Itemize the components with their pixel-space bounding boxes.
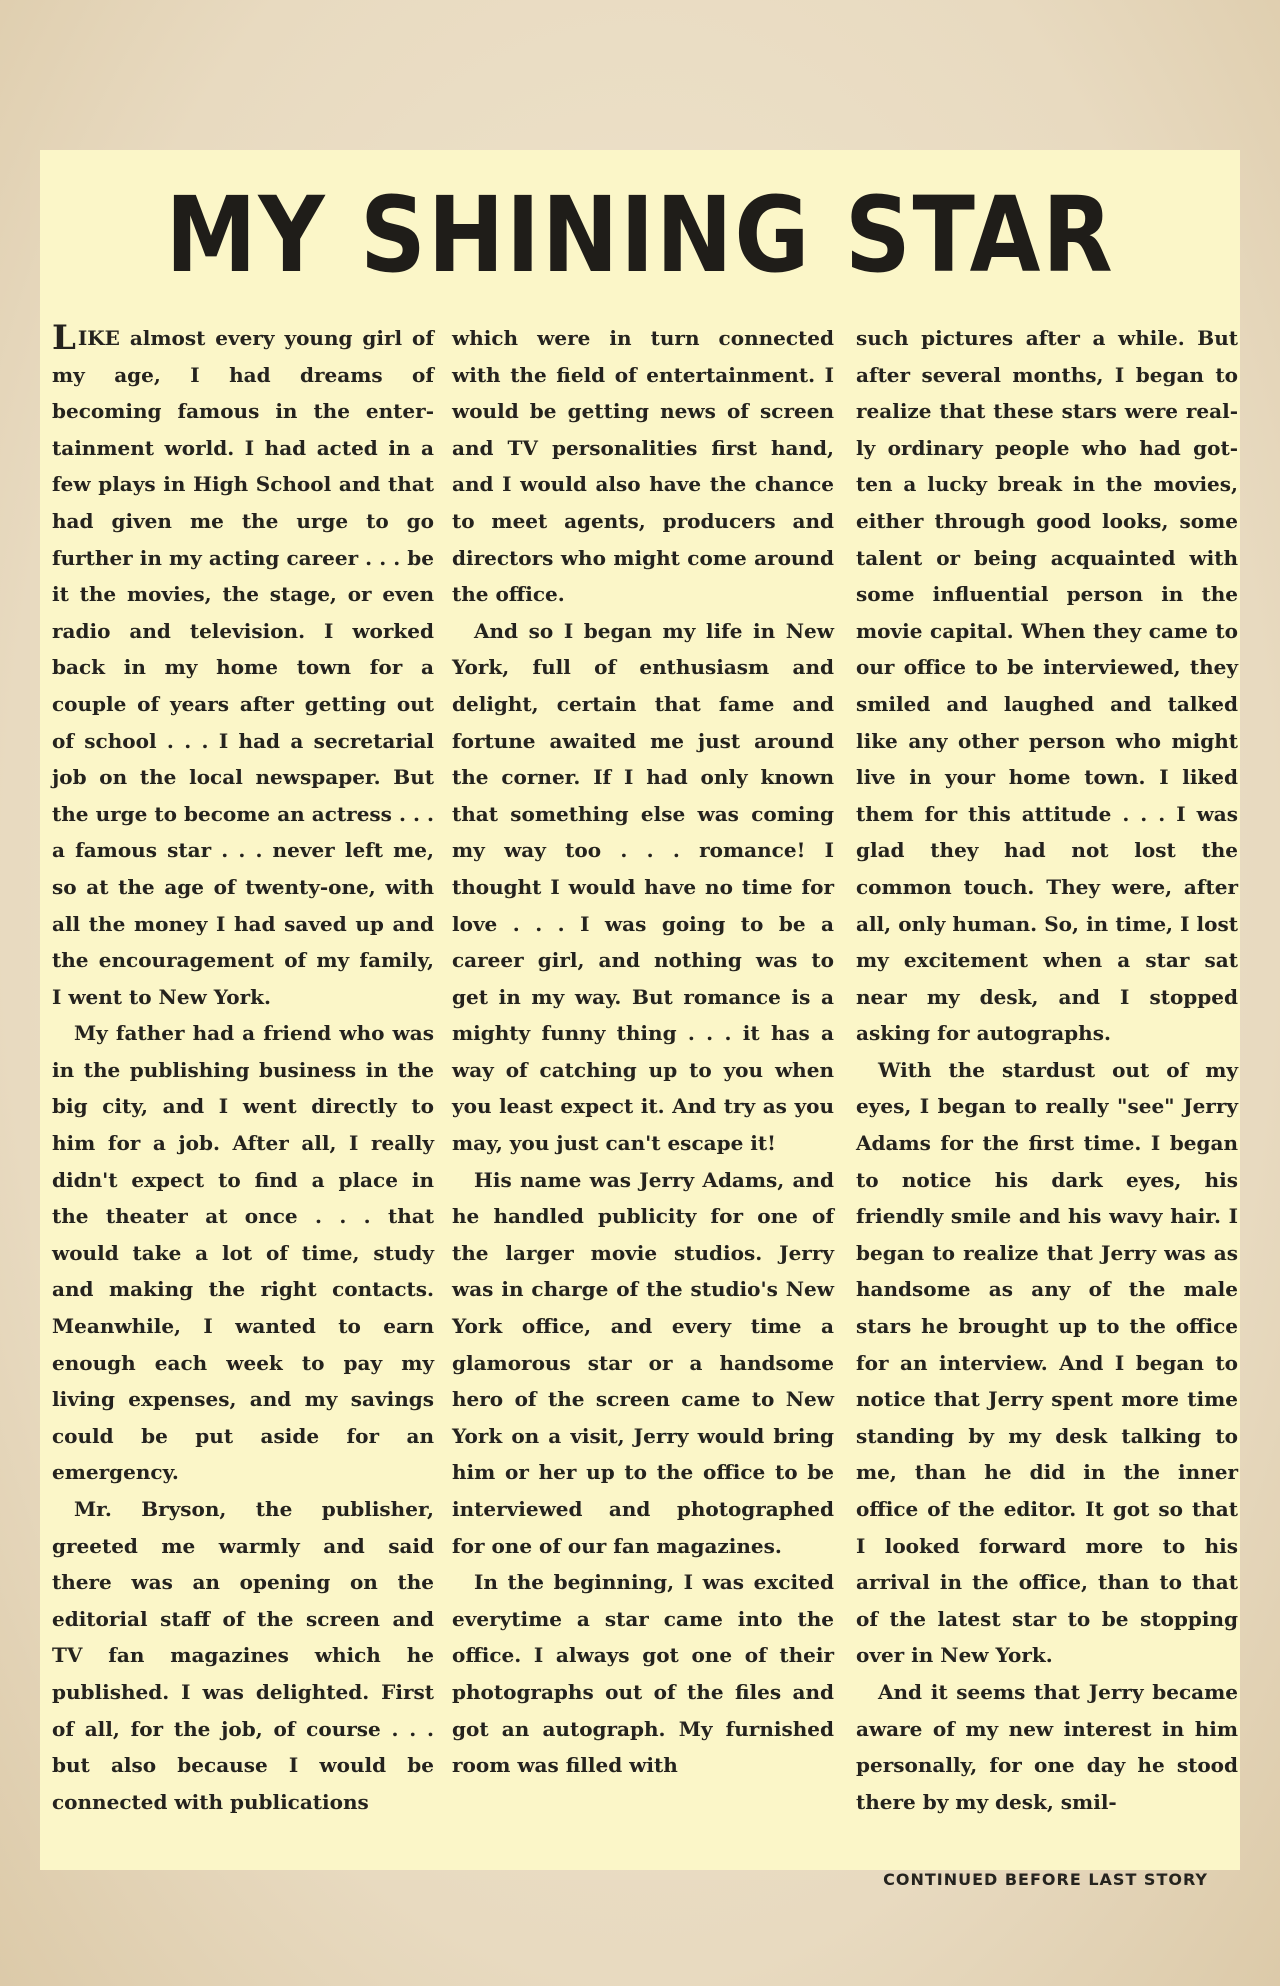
paragraph: such pictures after a while. But after several months, I began to realize that these stars were really ordinary people who had gotten a lucky break in the movies, either through good looks, some talent or being acquainted with some influential person in the movie capital. When they came to our office to be interviewed, they smiled and laughed and talked like any other person who might live in your home town. I liked them for this attitude . . . I was glad they had not lost the common touch. They were, after all, only human. So, in time, I lost my excitement when a star sat near my desk, and I stopped asking for autographs. [856, 326, 1238, 1046]
paragraph: His name was Jerry Adams, and he handled publicity for one of the larger movie studios. Jerry was in charge of the studio's New York office, and every time a glamorous star or a handsome hero of the screen came to New York on a visit, Jerry would bring him or her up to the office to be interviewed and photographed for one of our fan magazines. [452, 1167, 834, 1558]
paragraph: My father had a friend who was in the publishing business in the big city, and I went directly to him for a job. After all, I really didn't expect to find a place in the theater at once . . . that would take a lot of time, study and making the right contacts. Meanwhile, I wanted to earn enough each week to pay my living expenses, and my savings could be put aside for an emergency. [52, 1021, 434, 1485]
paragraph: And it seems that Jerry became aware of my new interest in him personally, for one day he stood there by my desk, smil- [856, 1679, 1238, 1814]
continued-note: CONTINUED BEFORE LAST STORY [883, 1870, 1208, 1889]
paragraph: In the beginning, I was excited everytime a star came into the office. I always got one of their photographs out of the files and got an autograph. My furnished room was filled with [452, 1570, 834, 1778]
story-title: MY SHINING STAR [165, 174, 1115, 296]
paragraph: With the stardust out of my eyes, I began to really "see" Jerry Adams for the first time. I began to notice his dark eyes, his friendly smile and his wavy hair. I began to realize that Jerry was as handsome as any of the male stars he brought up to the office for an interview. And I began to notice that Jerry spent more time standing by my desk talking to me, than he did in the inner office of the editor. It got so that I looked forward more to his arrival in the office, than to that of the latest star to be stopping over in New York. [856, 1057, 1238, 1668]
paragraph [52, 320, 434, 1015]
text-column-2 [452, 320, 834, 1784]
paragraph: Mr. Bryson, the publisher, greeted me warmly and said there was an opening on the editorial staff of the screen and TV fan magazines which he published. I was delighted. First of all, for the job, of course . . . but also because I would be connected with publications [52, 1497, 434, 1814]
text-column-1 [52, 320, 434, 1820]
paragraph: which were in turn connected with the field of entertainment. I would be getting news of screen and TV personalities first hand, and I would also have the chance to meet agents, producers and directors who might come around the office. [452, 326, 834, 607]
paragraph-text: IKE almost every young girl of my age, I had dreams of becoming famous in the entertainment world. I had acted in a few plays in High School and that had given me the urge to go further in my acting career . . . be it the movies, the stage, or even radio and television. I worked back in my home town for a couple of years after getting out of school . . . I had a secretarial job on the local newspaper. But the urge to become an actress . . . a famous star . . . never left me, so at the age of twenty-one, with all the money I had saved up and the encouragement of my family, I went to New York. [52, 326, 434, 1009]
paragraph: And so I began my life in New York, full of enthusiasm and delight, certain that fame and fortune awaited me just around the corner. If I had only known that something else was coming my way too . . . romance! I thought I would have no time for love . . . I was going to be a career girl, and nothing was to get in my way. But romance is a mighty funny thing . . . it has a way of catching up to you when you least expect it. And try as you may, you just can't escape it! [452, 618, 834, 1156]
text-column-3 [856, 320, 1238, 1820]
drop-cap: L [52, 318, 76, 358]
